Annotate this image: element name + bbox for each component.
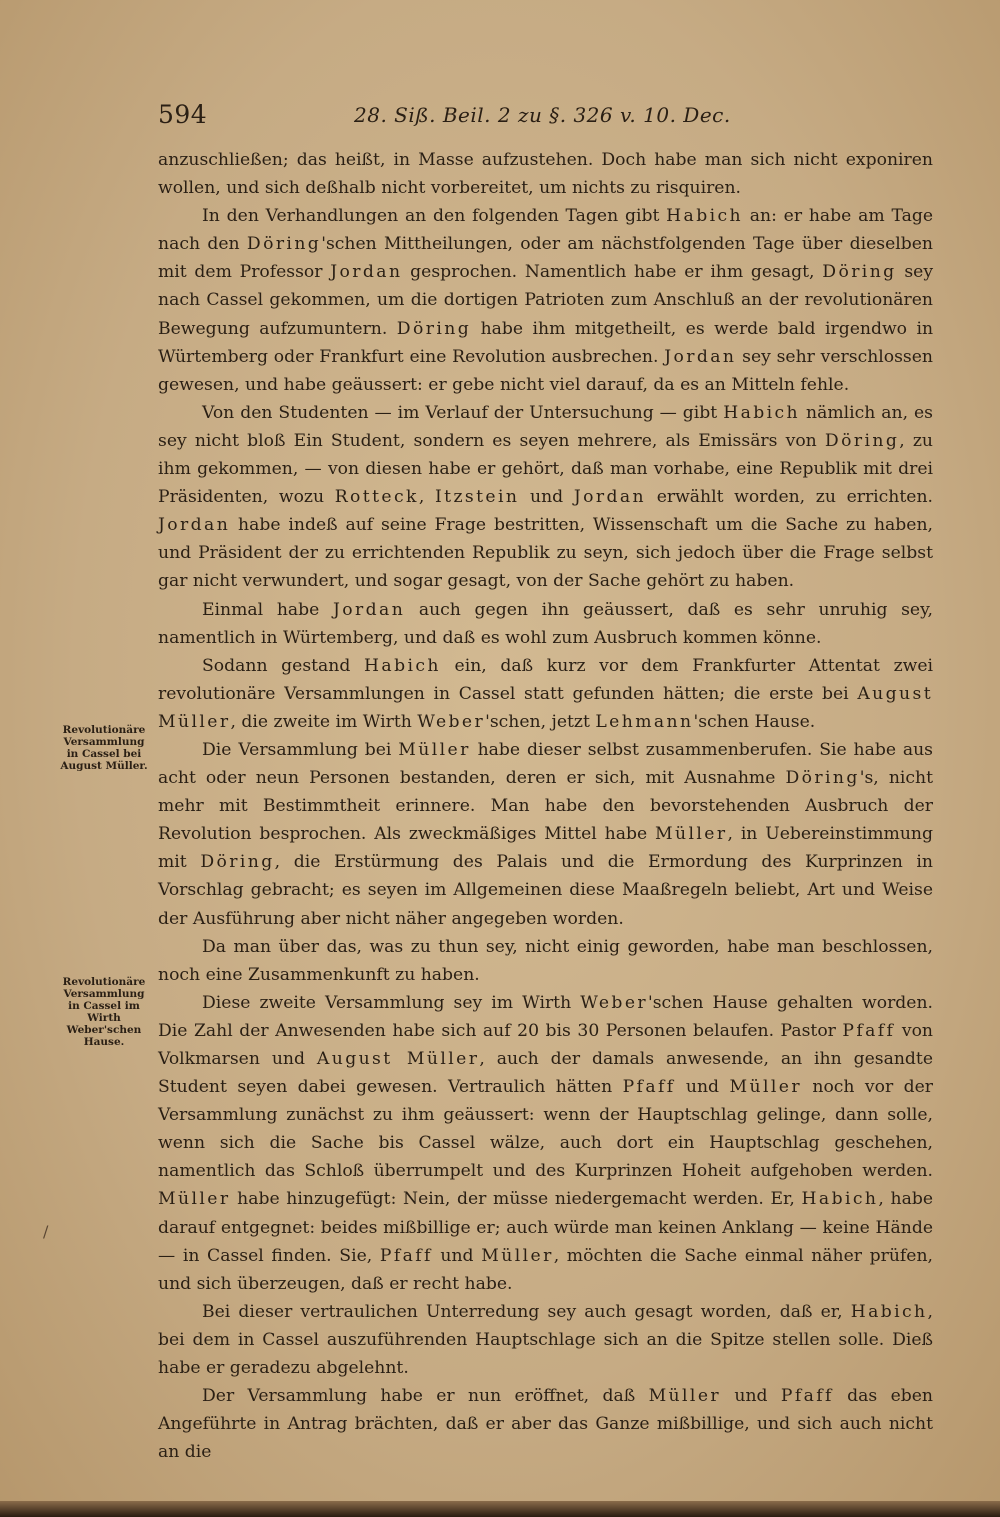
person-name: Müller <box>655 824 728 845</box>
page-header <box>158 100 738 132</box>
person-name: Pfaff <box>622 1077 676 1098</box>
person-name: August Müller <box>316 1049 480 1069</box>
person-name: Müller <box>481 1245 554 1266</box>
paragraph: In den Verhandlungen an den folgenden Tagen gibt Habich an: er habe am Tage nach den Döring'schen Mittheilungen, oder am nächstfolgenden Tage über dieselben mit dem Professor Jordan gesprochen. Namentlich habe er ihm gesagt, Döring sey nach Cassel gekommen, um die dortigen Patrioten zum Anschluß an der revolutionären Bewegung aufzumuntern. Döring habe ihm mitgetheilt, es werde bald irgendwo in Würtemberg oder Frankfurt eine Revolution ausbrechen. Jordan sey sehr verschlossen gewesen, und habe geäussert: er gebe nicht viel darauf, da es an Mitteln fehle. <box>158 206 934 395</box>
paragraph: Bei dieser vertraulichen Unterredung sey auch gesagt worden, daß er, Habich, bei dem in Cassel auszuführenden Hauptschlage sich an die Spitze stellen solle. Dieß habe er geradezu abgelehnt. <box>158 1301 933 1379</box>
person-name: Jordan <box>573 487 647 508</box>
paragraph: Sodann gestand Habich ein, daß kurz vor dem Frankfurter Attentat zwei revolutionäre Versammlungen in Cassel statt gefunden hätten; die erste bei August Müller, die zweite im Wirth Weber'schen, jetzt Lehmann'schen Hause. <box>158 655 934 732</box>
body-text <box>158 146 933 1466</box>
paragraph: Diese zweite Versammlung sey im Wirth Weber'schen Hause gehalten worden. Die Zahl der Anwesenden habe sich auf 20 bis 30 Personen belaufen. Pastor Pfaff von Volkmarsen und August Müller, auch der damals anwesende, an ihn gesandte Student seyen dabei gewesen. Vertraulich hätten Pfaff und Müller noch vor der Versammlung zunächst zu ihm geäussert: wenn der Hauptschlag gelinge, dann solle, wenn sich die Sache bis Cassel wälze, auch dort ein Hauptschlag geschehen, namentlich das Schloß überrumpelt und des Kurprinzen Hoheit aufgehoben werden. Müller habe hinzugefügt: Nein, der müsse niedergemacht werden. Er, Habich, habe darauf entgegnet: beides mißbillige er; auch würde man keinen Anklang — keine Hände — in Cassel finden. Sie, Pfaff und Müller, möchten die Sache einmal näher prüfen, und sich überzeugen, daß er recht habe. <box>158 992 934 1294</box>
person-name: Müller <box>398 739 471 760</box>
person-name: Pfaff <box>842 1020 896 1041</box>
person-name: Pfaff <box>379 1245 433 1266</box>
paragraph: Da man über das, was zu thun sey, nicht einig geworden, habe man beschlossen, noch eine Zusammenkunft zu haben. <box>158 936 933 985</box>
person-name: Habich <box>666 206 743 227</box>
person-name: Döring <box>824 430 900 451</box>
person-name: Rotteck <box>334 487 419 508</box>
margin-note-weber: Revolutionäre Versammlung in Cassel im Wirth Weber'schen Hause. <box>62 976 146 1048</box>
page-bottom-edge <box>0 1501 1000 1517</box>
stray-mark: / <box>43 1222 49 1241</box>
page-number: 594 <box>158 100 208 129</box>
person-name: Jordan <box>332 599 406 620</box>
paragraph: Einmal habe Jordan auch gegen ihn geäussert, daß es sehr unruhig sey, namentlich in Würtemberg, und daß es wohl zum Ausbruch kommen könne. <box>158 599 933 648</box>
person-name: Döring <box>785 768 860 789</box>
person-name: Müller <box>729 1077 802 1098</box>
person-name: Habich <box>723 402 801 423</box>
person-name: Habich <box>364 655 441 676</box>
person-name: Döring <box>396 318 472 339</box>
person-name: Weber <box>417 711 486 732</box>
person-name: Habich <box>801 1189 879 1210</box>
person-name: Döring <box>822 262 897 283</box>
person-name: August Müller <box>158 683 934 732</box>
paragraph: Die Versammlung bei Müller habe dieser selbst zusammenberufen. Sie habe aus acht oder neun Personen bestanden, deren er sich, mit Ausnahme Döring's, nicht mehr mit Bestimmtheit erinnere. Man habe den bevorstehenden Ausbruch der Revolution besprochen. Als zweckmäßiges Mittel habe Müller, in Uebereinstimmung mit Döring, die Erstürmung des Palais und die Ermordung des Kurprinzen in Vorschlag gebracht; es seyen im Allgemeinen diese Maaßregeln beliebt, Art und Weise der Ausführung aber nicht näher angegeben worden. <box>158 739 934 929</box>
person-name: Döring <box>246 234 322 255</box>
paragraph: anzuschließen; das heißt, in Masse aufzustehen. Doch habe man sich nicht exponiren wollen, und sich deßhalb nicht vorbereitet, um nichts zu risquiren. <box>158 150 933 199</box>
person-name: Müller <box>158 1189 231 1210</box>
person-name: Jordan <box>664 346 737 367</box>
person-name: Müller <box>648 1386 722 1407</box>
person-name: Döring <box>200 852 275 873</box>
running-head: 28. Siß. Beil. 2 zu §. 326 v. 10. Dec. <box>354 103 731 127</box>
paragraph: Von den Studenten — im Verlauf der Untersuchung — gibt Habich nämlich an, es sey nicht bloß Ein Student, sondern es seyen mehrere, als Emissärs von Döring, zu ihm gekommen, — von diesen habe er gehört, daß man vorhabe, eine Republik mit drei Präsidenten, wozu Rotteck, Itzstein und Jordan erwählt worden, zu errichten. Jordan habe indeß auf seine Frage bestritten, Wissenschaft um die Sache zu haben, und Präsident der zu errichtenden Republik zu seyn, sich jedoch über die Frage selbst gar nicht verwundert, und sogar gesagt, von der Sache gehört zu haben. <box>158 402 934 592</box>
person-name: Pfaff <box>780 1386 834 1407</box>
person-name: Lehmann <box>595 711 694 732</box>
person-name: Habich <box>850 1301 928 1322</box>
paragraph: Der Versammlung habe er nun eröffnet, daß Müller und Pfaff das eben Angeführte in Antrag brächten, daß er aber das Ganze mißbillige, und sich auch nicht an die <box>158 1386 933 1463</box>
person-name: Jordan <box>158 515 231 536</box>
margin-note-mueller: Revolutionäre Versammlung in Cassel bei August Müller. <box>60 724 148 772</box>
person-name: Itzstein <box>434 487 520 508</box>
person-name: Weber <box>580 992 649 1013</box>
person-name: Jordan <box>330 262 403 283</box>
